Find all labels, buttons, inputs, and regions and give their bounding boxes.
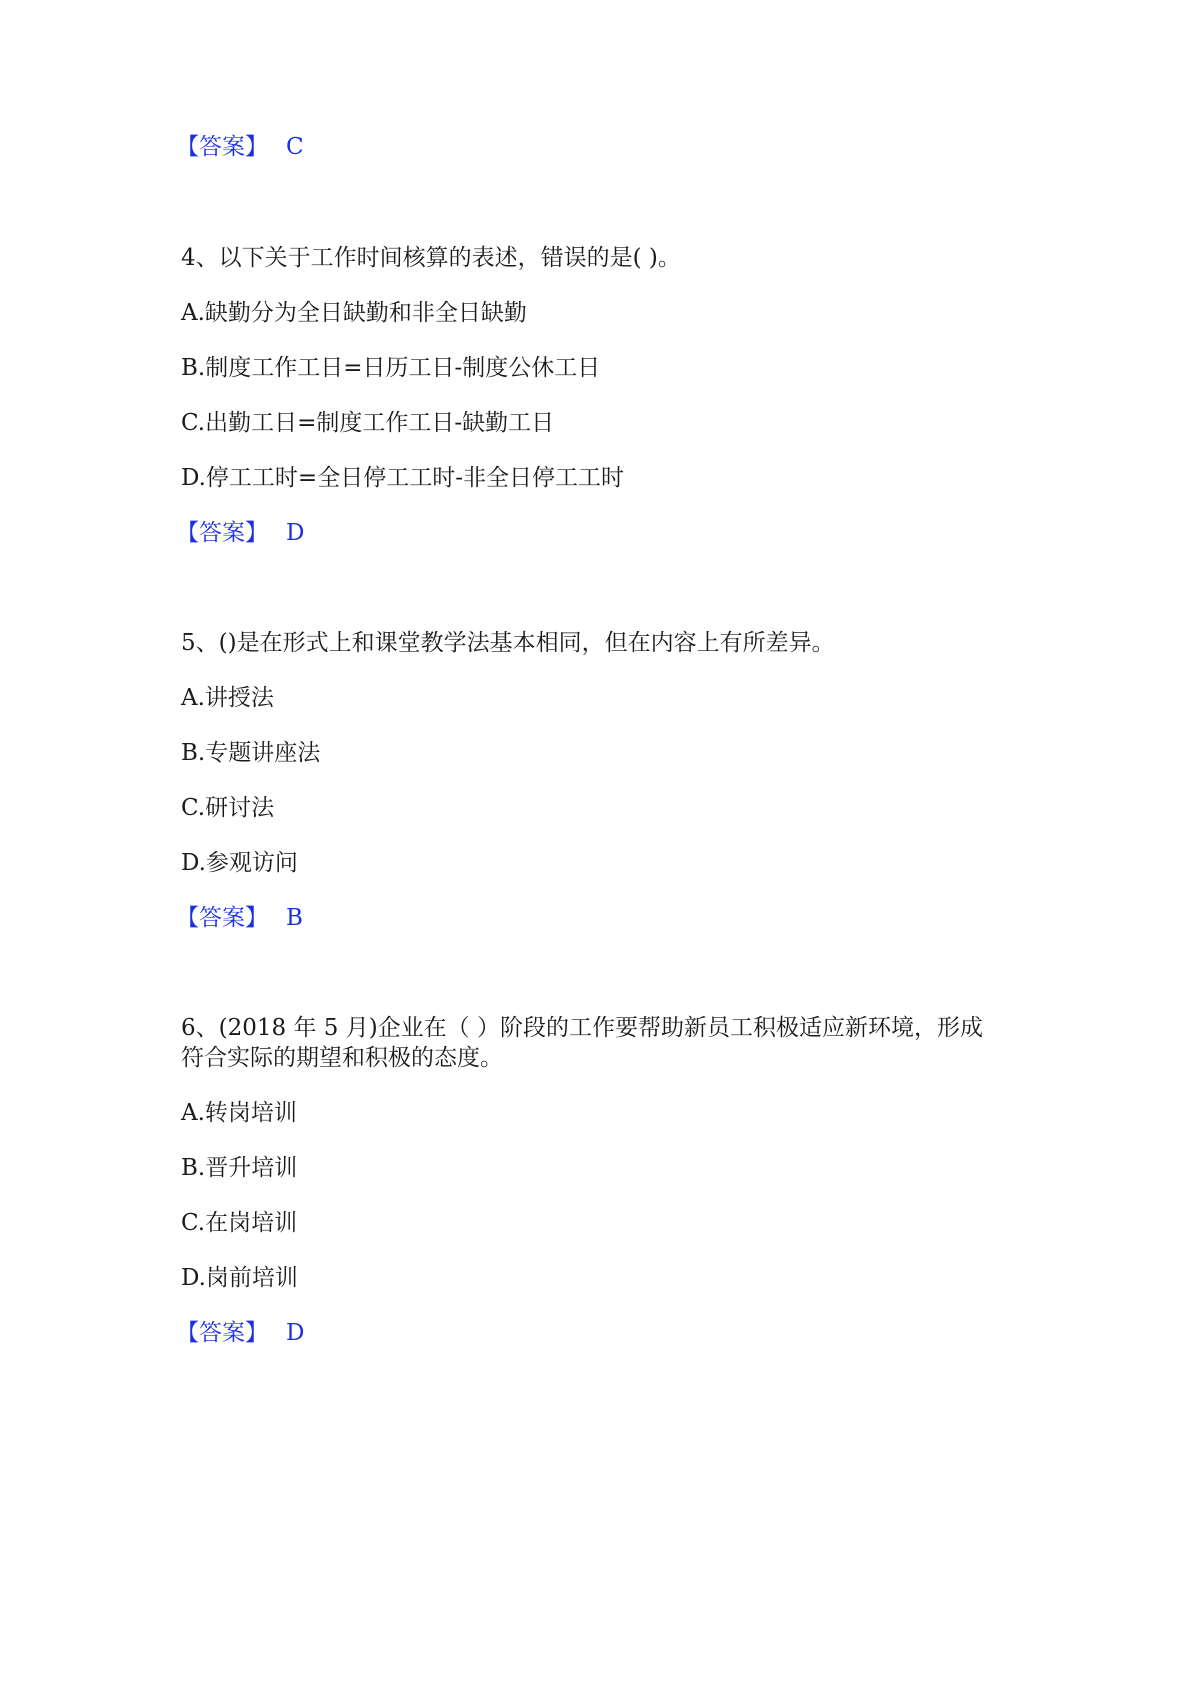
question-4-option-d: D.停工工时=全日停工工时-非全日停工工时 xyxy=(181,465,624,491)
answer-line xyxy=(176,132,304,162)
answer-value: D xyxy=(286,520,305,546)
question-6-option-b: B.晋升培训 xyxy=(181,1155,298,1181)
question-5-answer xyxy=(176,903,303,933)
question-6-answer xyxy=(176,1318,304,1348)
question-6-stem-line-2: 符合实际的期望和积极的态度。 xyxy=(181,1045,503,1071)
answer-label: 【答案】 xyxy=(176,134,268,160)
question-4-answer xyxy=(176,518,304,548)
answer-value: B xyxy=(286,905,303,931)
question-5-option-b: B.专题讲座法 xyxy=(181,740,321,766)
answer-label: 【答案】 xyxy=(176,1320,268,1346)
question-4-option-a: A.缺勤分为全日缺勤和非全日缺勤 xyxy=(181,300,527,326)
question-5-option-a: A.讲授法 xyxy=(181,685,274,711)
question-4-option-b: B.制度工作工日=日历工日-制度公休工日 xyxy=(181,355,601,381)
answer-value: D xyxy=(286,1320,305,1346)
question-4-option-c: C.出勤工日=制度工作工日-缺勤工日 xyxy=(181,410,555,436)
answer-label: 【答案】 xyxy=(176,520,268,546)
question-4-stem: 4、以下关于工作时间核算的表述，错误的是( )。 xyxy=(181,245,681,271)
answer-label: 【答案】 xyxy=(176,905,268,931)
answer-value: C xyxy=(286,134,304,160)
question-5-stem: 5、()是在形式上和课堂教学法基本相同，但在内容上有所差异。 xyxy=(181,630,835,656)
question-5-option-c: C.研讨法 xyxy=(181,795,275,821)
question-6-option-c: C.在岗培训 xyxy=(181,1210,298,1236)
question-6-option-a: A.转岗培训 xyxy=(181,1100,297,1126)
question-6-stem-line-1: 6、(2018 年 5 月)企业在（ ）阶段的工作要帮助新员工积极适应新环境，形成 xyxy=(181,1015,983,1041)
question-5-option-d: D.参观访问 xyxy=(181,850,298,876)
question-6-option-d: D.岗前培训 xyxy=(181,1265,298,1291)
